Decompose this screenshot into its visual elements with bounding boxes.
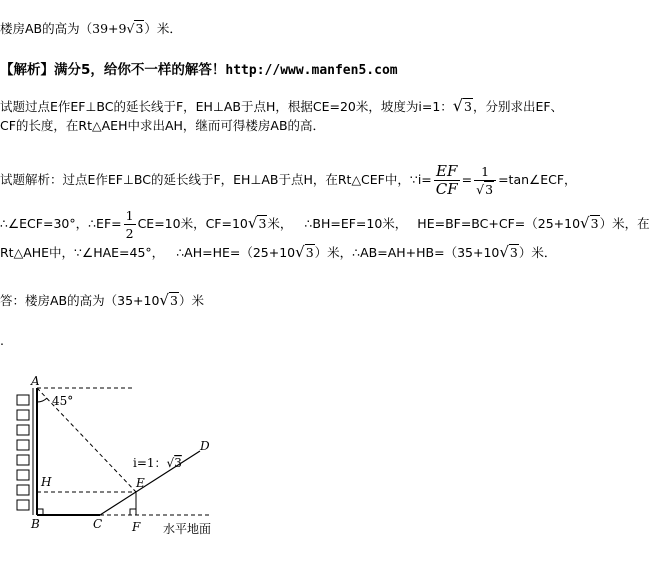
label-a: A [31, 374, 40, 388]
ground-label: 水平地面 [163, 522, 212, 536]
label-c: C [93, 517, 103, 531]
analysis-sqrt: √3 [452, 96, 472, 115]
solution-text-2b: CE=10米，CF=10 [137, 216, 248, 231]
final-answer-suffix: ）米 [178, 293, 204, 308]
solution-text-2e: HE=BF=BC+CF=（25+10 [417, 216, 581, 231]
trailing-dot: . [0, 333, 4, 348]
solution-sqrt-2b: √3 [580, 214, 599, 232]
fraction-ef-cf: $\frac{EF}{CF}$ [435, 162, 458, 198]
analysis-text-2: CF的长度，在Rt△AEH中求出AH，继而可得楼房AB的高． [0, 118, 326, 133]
final-answer-prefix: 答：楼房AB的高为（35+10 [0, 293, 160, 308]
label-e: E [136, 476, 145, 490]
final-answer-sqrt: √3 [159, 291, 178, 309]
label-b: B [31, 517, 40, 531]
angle-label: 45° [52, 394, 74, 408]
label-d: D [200, 439, 210, 453]
jiexi-tag: 【解析】 [0, 62, 54, 78]
solution-sqrt-3a: √3 [295, 243, 314, 261]
jiexi-slogan: 满分5，给你不一样的解答！ [54, 62, 226, 78]
solution-text-2c: 米， [267, 216, 293, 231]
building-windows [17, 395, 29, 510]
solution-text-3c: ）米，∴AB=AH+HB=（35+10 [314, 245, 500, 260]
solution-text-3b: ∴AH=HE=（25+10 [176, 245, 296, 260]
analysis-text-b: ，分别求出EF、 [472, 99, 564, 114]
analysis-text-a: 试题过点E作EF⊥BC的延长线于F，EH⊥AB于点H，根据CE=20米，坡度为i=1： [0, 99, 453, 114]
fraction-1-sqrt3: $\frac{1}{√3}$ [474, 163, 496, 198]
answer-top-prefix: 楼房AB的高为（ [0, 21, 93, 36]
answer-top-suffix: ）米． [144, 21, 182, 36]
solution-eq: = [461, 172, 473, 187]
jiexi-url: http://www.manfen5.com [225, 63, 398, 78]
solution-text-2f: ）米，在 [599, 216, 650, 231]
fraction-1-2: $\frac{1}{2}$ [125, 208, 134, 241]
solution-text-3d: ）米． [518, 245, 557, 260]
solution-sqrt-2a: √3 [247, 214, 267, 232]
solution-text-1a: 试题解析：过点E作EF⊥BC的延长线于F，EH⊥AB于点H，在Rt△CEF中，∵i= [0, 172, 432, 187]
answer-top-sqrt: √3 [126, 21, 144, 36]
angle-arc [37, 398, 47, 402]
solution-text-1b: =tan∠ECF， [498, 172, 577, 187]
solution-sqrt-3b: √3 [499, 243, 518, 261]
answer-top-expr: 39+9 [92, 21, 127, 36]
right-angle-f [130, 509, 136, 515]
solution-text-2d: ∴BH=EF=10米， [304, 216, 408, 231]
slope-label: i=1：√3 [133, 456, 182, 470]
label-f: F [132, 520, 141, 534]
solution-text-2a: ∴∠ECF=30°，∴EF= [0, 216, 122, 231]
label-h: H [41, 475, 52, 489]
solution-text-3a: Rt△AHE中，∵∠HAE=45°， [0, 245, 165, 260]
